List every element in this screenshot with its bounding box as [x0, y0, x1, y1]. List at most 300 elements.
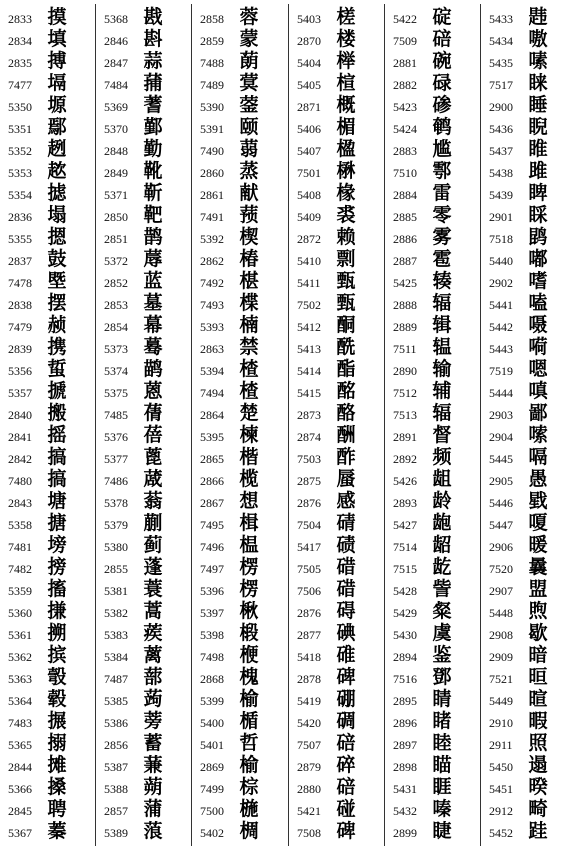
entry-row — [192, 467, 287, 491]
entry-code: 2865 — [200, 452, 224, 466]
entry-character: 椽 — [336, 182, 356, 204]
entry-character: 碘 — [336, 622, 356, 644]
entry-code: 2859 — [200, 34, 224, 48]
entry-row — [385, 357, 480, 381]
entry-code: 5436 — [489, 122, 513, 136]
entry-row — [385, 555, 480, 579]
entry-row — [385, 27, 480, 51]
entry-row — [385, 731, 480, 755]
entry-character: 蜃 — [336, 468, 356, 490]
entry-row — [481, 467, 568, 491]
entry-character: 楩 — [239, 644, 259, 666]
entry-row — [385, 819, 480, 843]
entry-row — [385, 181, 480, 205]
entry-code: 7518 — [489, 232, 513, 246]
entry-row — [481, 379, 568, 403]
entry-character: 蒗 — [143, 820, 163, 842]
entry-character: 携 — [47, 336, 67, 358]
entry-character: 碚 — [432, 28, 452, 50]
entry-row — [289, 335, 384, 359]
entry-code: 5359 — [8, 584, 32, 598]
entry-code: 5358 — [8, 518, 32, 532]
entry-character: 榄 — [239, 468, 259, 490]
entry-character: 楯 — [239, 710, 259, 732]
entry-row — [0, 181, 95, 205]
entry-code: 2855 — [104, 562, 128, 576]
entry-row — [192, 225, 287, 249]
entry-code: 2890 — [393, 364, 417, 378]
entry-code: 7509 — [393, 34, 417, 48]
entry-code: 2834 — [8, 34, 32, 48]
entry-code: 5429 — [393, 606, 417, 620]
entry-character: 碃 — [336, 512, 356, 534]
entry-character: 禁 — [239, 336, 259, 358]
entry-character: 鄠 — [432, 160, 452, 182]
entry-row — [192, 577, 287, 601]
entry-code: 5396 — [200, 584, 224, 598]
entry-code: 7497 — [200, 562, 224, 576]
entry-character: 嗉 — [528, 50, 548, 72]
entry-character: 搒 — [47, 556, 67, 578]
entry-character: 搐 — [47, 578, 67, 600]
entry-row — [385, 775, 480, 799]
entry-row — [385, 621, 480, 645]
entry-character: 蓢 — [239, 50, 259, 72]
entry-character: 搦 — [47, 732, 67, 754]
entry-character: 雎 — [528, 160, 548, 182]
entry-code: 5382 — [104, 606, 128, 620]
entry-code: 5434 — [489, 34, 513, 48]
entry-code: 7517 — [489, 78, 513, 92]
entry-code: 5350 — [8, 100, 32, 114]
entry-row — [385, 379, 480, 403]
entry-character: 蓂 — [239, 72, 259, 94]
entry-row — [0, 379, 95, 403]
entry-character: 塬 — [47, 94, 67, 116]
entry-code: 5378 — [104, 496, 128, 510]
entry-character: 椹 — [239, 270, 259, 292]
entry-row — [0, 665, 95, 689]
entry-character: 榅 — [239, 534, 259, 556]
entry-row — [96, 71, 191, 95]
entry-character: 输 — [432, 358, 452, 380]
entry-code: 2872 — [297, 232, 321, 246]
entry-code: 7520 — [489, 562, 513, 576]
entry-character: 酪 — [336, 402, 356, 424]
entry-row — [289, 467, 384, 491]
entry-character: 畸 — [528, 798, 548, 820]
entry-character: 嗪 — [432, 798, 452, 820]
entry-code: 5433 — [489, 12, 513, 26]
entry-code: 5384 — [104, 650, 128, 664]
entry-character: 塈 — [47, 270, 67, 292]
entry-character: 蒴 — [143, 776, 163, 798]
entry-code: 2863 — [200, 342, 224, 356]
entry-character: 硼 — [336, 688, 356, 710]
entry-character: 龆 — [432, 534, 452, 556]
entry-code: 7501 — [297, 166, 321, 180]
entry-row — [481, 269, 568, 293]
entry-code: 2895 — [393, 694, 417, 708]
entry-character: 搏 — [47, 50, 67, 72]
entry-row — [192, 423, 287, 447]
entry-character: 韪 — [528, 6, 548, 28]
entry-code: 7494 — [200, 386, 224, 400]
entry-code: 2850 — [104, 210, 128, 224]
entry-row — [481, 709, 568, 733]
entry-code: 7480 — [8, 474, 32, 488]
entry-character: 暇 — [528, 710, 548, 732]
entry-character: 酮 — [336, 314, 356, 336]
entry-code: 5363 — [8, 672, 32, 686]
entry-column — [385, 0, 480, 850]
entry-code: 2887 — [393, 254, 417, 268]
entry-row — [481, 291, 568, 315]
entry-row — [385, 203, 480, 227]
entry-character: 蒹 — [143, 754, 163, 776]
entry-row — [481, 621, 568, 645]
entry-character: 楹 — [336, 138, 356, 160]
entry-character: 睐 — [528, 72, 548, 94]
entry-character: 酯 — [336, 358, 356, 380]
entry-code: 5444 — [489, 386, 513, 400]
entry-code: 2875 — [297, 474, 321, 488]
entry-character: 蒯 — [143, 512, 163, 534]
entry-row — [289, 599, 384, 623]
entry-code: 5390 — [200, 100, 224, 114]
entry-code: 5379 — [104, 518, 128, 532]
entry-character: 毂 — [47, 688, 67, 710]
entry-row — [96, 225, 191, 249]
entry-row — [289, 357, 384, 381]
entry-row — [385, 313, 480, 337]
entry-character: 瞄 — [432, 754, 452, 776]
entry-character: 楔 — [239, 226, 259, 248]
entry-character: 赪 — [47, 314, 67, 336]
entry-row — [289, 577, 384, 601]
entry-character: 嗜 — [528, 270, 548, 292]
entry-code: 7507 — [297, 738, 321, 752]
entry-column — [481, 0, 568, 850]
entry-code: 7504 — [297, 518, 321, 532]
entry-code: 5413 — [297, 342, 321, 356]
entry-character: 虞 — [432, 622, 452, 644]
entry-character: 碌 — [432, 72, 452, 94]
entry-row — [192, 643, 287, 667]
entry-code: 5385 — [104, 694, 128, 708]
entry-row — [96, 93, 191, 117]
entry-code: 2847 — [104, 56, 128, 70]
entry-character: 嗔 — [528, 380, 548, 402]
entry-row — [289, 5, 384, 29]
entry-code: 2906 — [489, 540, 513, 554]
entry-character: 暗 — [528, 644, 548, 666]
entry-character: 摈 — [47, 644, 67, 666]
entry-character: 幕 — [143, 314, 163, 336]
entry-character: 摆 — [47, 292, 67, 314]
entry-row — [481, 357, 568, 381]
entry-row — [0, 115, 95, 139]
entry-character: 塥 — [47, 72, 67, 94]
entry-character: 蓊 — [143, 490, 163, 512]
entry-row — [385, 687, 480, 711]
entry-row — [481, 27, 568, 51]
entry-row — [289, 379, 384, 403]
entry-row — [289, 511, 384, 535]
entry-row — [192, 819, 287, 843]
entry-character: 蓁 — [47, 820, 67, 842]
entry-code: 2870 — [297, 34, 321, 48]
entry-code: 7508 — [297, 826, 321, 840]
entry-character: 趑 — [47, 160, 67, 182]
entry-code: 7496 — [200, 540, 224, 554]
entry-code: 2886 — [393, 232, 417, 246]
entry-row — [481, 819, 568, 843]
entry-character: 碰 — [336, 798, 356, 820]
entry-row — [289, 93, 384, 117]
entry-code: 2903 — [489, 408, 513, 422]
entry-character: 鼓 — [47, 248, 67, 270]
entry-row — [192, 797, 287, 821]
entry-row — [289, 269, 384, 293]
entry-character: 椸 — [239, 798, 259, 820]
entry-row — [481, 401, 568, 425]
entry-character: 酰 — [336, 336, 356, 358]
entry-code: 5362 — [8, 650, 32, 664]
entry-row — [0, 357, 95, 381]
entry-character: 酩 — [336, 380, 356, 402]
entry-row — [96, 731, 191, 755]
entry-code: 5354 — [8, 188, 32, 202]
entry-code: 2868 — [200, 672, 224, 686]
entry-character: 靶 — [143, 204, 163, 226]
entry-code: 2842 — [8, 452, 32, 466]
entry-code: 5445 — [489, 452, 513, 466]
entry-character: 碜 — [432, 94, 452, 116]
entry-character: 槐 — [239, 666, 259, 688]
entry-code: 5430 — [393, 628, 417, 642]
entry-row — [481, 335, 568, 359]
entry-row — [96, 115, 191, 139]
entry-code: 2854 — [104, 320, 128, 334]
entry-row — [96, 313, 191, 337]
entry-character: 碑 — [336, 820, 356, 842]
entry-character: 零 — [432, 204, 452, 226]
entry-character: 楼 — [336, 28, 356, 50]
entry-code: 5356 — [8, 364, 32, 378]
entry-character: 嗦 — [528, 424, 548, 446]
entry-character: 颐 — [239, 116, 259, 138]
entry-code: 5409 — [297, 210, 321, 224]
entry-code: 5386 — [104, 716, 128, 730]
entry-character: 棕 — [239, 776, 259, 798]
entry-character: 椆 — [239, 820, 259, 842]
entry-row — [0, 489, 95, 513]
entry-code: 7485 — [104, 408, 128, 422]
entry-row — [385, 445, 480, 469]
entry-character: 楂 — [239, 380, 259, 402]
entry-character: 蓟 — [143, 534, 163, 556]
entry-character: 暄 — [528, 688, 548, 710]
entry-row — [96, 753, 191, 777]
entry-code: 5438 — [489, 166, 513, 180]
entry-row — [0, 731, 95, 755]
entry-row — [192, 247, 287, 271]
entry-character: 嗄 — [528, 512, 548, 534]
entry-character: 楪 — [239, 292, 259, 314]
entry-row — [96, 5, 191, 29]
entry-code: 5451 — [489, 782, 513, 796]
entry-character: 楠 — [239, 314, 259, 336]
entry-row — [96, 665, 191, 689]
entry-code: 2907 — [489, 584, 513, 598]
entry-character: 椿 — [239, 248, 259, 270]
entry-row — [385, 225, 480, 249]
entry-character: 照 — [528, 732, 548, 754]
entry-character: 楚 — [239, 402, 259, 424]
entry-row — [481, 423, 568, 447]
entry-row — [192, 269, 287, 293]
entry-code: 5387 — [104, 760, 128, 774]
entry-code: 2837 — [8, 254, 32, 268]
entry-character: 龁 — [432, 556, 452, 578]
entry-row — [0, 599, 95, 623]
entry-row — [289, 643, 384, 667]
entry-code: 2897 — [393, 738, 417, 752]
entry-row — [0, 753, 95, 777]
entry-row — [96, 709, 191, 733]
entry-character: 椴 — [239, 622, 259, 644]
entry-row — [96, 357, 191, 381]
entry-code: 5372 — [104, 254, 128, 268]
entry-row — [481, 533, 568, 557]
entry-character: 楦 — [336, 72, 356, 94]
entry-code: 7498 — [200, 650, 224, 664]
entry-row — [385, 467, 480, 491]
entry-code: 2860 — [200, 166, 224, 180]
entry-code: 5421 — [297, 804, 321, 818]
entry-code: 2900 — [489, 100, 513, 114]
entry-code: 2881 — [393, 56, 417, 70]
entry-code: 5431 — [393, 782, 417, 796]
entry-code: 5410 — [297, 254, 321, 268]
entry-code: 2861 — [200, 188, 224, 202]
entry-character: 甄 — [336, 270, 356, 292]
entry-row — [289, 555, 384, 579]
entry-character: 蜇 — [47, 358, 67, 380]
entry-row — [289, 27, 384, 51]
entry-character: 跬 — [528, 820, 548, 842]
entry-code: 2846 — [104, 34, 128, 48]
entry-character: 楞 — [239, 578, 259, 600]
entry-code: 2874 — [297, 430, 321, 444]
entry-row — [96, 489, 191, 513]
entry-row — [0, 27, 95, 51]
entry-code: 5400 — [200, 716, 224, 730]
entry-character: 辅 — [432, 380, 452, 402]
entry-character: 蒲 — [143, 798, 163, 820]
entry-character: 楫 — [239, 512, 259, 534]
entry-character: 鹌 — [432, 116, 452, 138]
entry-code: 2857 — [104, 804, 128, 818]
entry-character: 槎 — [336, 6, 356, 28]
entry-code: 2876 — [297, 496, 321, 510]
entry-character: 摸 — [47, 6, 67, 28]
entry-code: 5424 — [393, 122, 417, 136]
entry-code: 7512 — [393, 386, 417, 400]
entry-code: 5394 — [200, 364, 224, 378]
entry-row — [0, 423, 95, 447]
entry-code: 7490 — [200, 144, 224, 158]
entry-row — [96, 27, 191, 51]
entry-code: 2845 — [8, 804, 32, 818]
entry-row — [192, 159, 287, 183]
entry-code: 2885 — [393, 210, 417, 224]
entry-character: 斟 — [143, 28, 163, 50]
entry-row — [289, 797, 384, 821]
entry-code: 5366 — [8, 782, 32, 796]
entry-code: 7514 — [393, 540, 417, 554]
entry-code: 5370 — [104, 122, 128, 136]
entry-row — [96, 687, 191, 711]
entry-row — [0, 643, 95, 667]
entry-character: 睡 — [528, 94, 548, 116]
entry-row — [385, 269, 480, 293]
entry-character: 蓝 — [143, 270, 163, 292]
entry-code: 2849 — [104, 166, 128, 180]
entry-row — [96, 555, 191, 579]
entry-character: 雹 — [432, 248, 452, 270]
entry-character: 尴 — [432, 138, 452, 160]
entry-code: 5432 — [393, 804, 417, 818]
entry-character: 鉴 — [432, 644, 452, 666]
entry-row — [0, 71, 95, 95]
entry-code: 2911 — [489, 738, 513, 752]
entry-row — [385, 665, 480, 689]
entry-row — [0, 225, 95, 249]
entry-code: 5381 — [104, 584, 128, 598]
entry-character: 勤 — [143, 138, 163, 160]
entry-character: 蔀 — [143, 666, 163, 688]
entry-row — [385, 643, 480, 667]
entry-row — [96, 819, 191, 843]
entry-row — [481, 731, 568, 755]
entry-character: 搌 — [47, 710, 67, 732]
entry-code: 5441 — [489, 298, 513, 312]
entry-code: 2866 — [200, 474, 224, 488]
entry-code: 5377 — [104, 452, 128, 466]
entry-character: 楣 — [336, 116, 356, 138]
entry-row — [481, 313, 568, 337]
entry-code: 5439 — [489, 188, 513, 202]
entry-character: 彀 — [47, 666, 67, 688]
entry-code: 7492 — [200, 276, 224, 290]
entry-character: 搋 — [47, 380, 67, 402]
entry-character: 蒨 — [143, 402, 163, 424]
entry-character: 蒧 — [143, 468, 163, 490]
entry-code: 7493 — [200, 298, 224, 312]
entry-character: 雷 — [432, 182, 452, 204]
entry-character: 感 — [336, 490, 356, 512]
entry-column — [289, 0, 384, 850]
entry-row — [192, 401, 287, 425]
entry-character: 楸 — [239, 600, 259, 622]
entry-code: 7487 — [104, 672, 128, 686]
entry-code: 2838 — [8, 298, 32, 312]
entry-character: 蓠 — [143, 644, 163, 666]
entry-character: 蒟 — [143, 688, 163, 710]
entry-row — [481, 203, 568, 227]
